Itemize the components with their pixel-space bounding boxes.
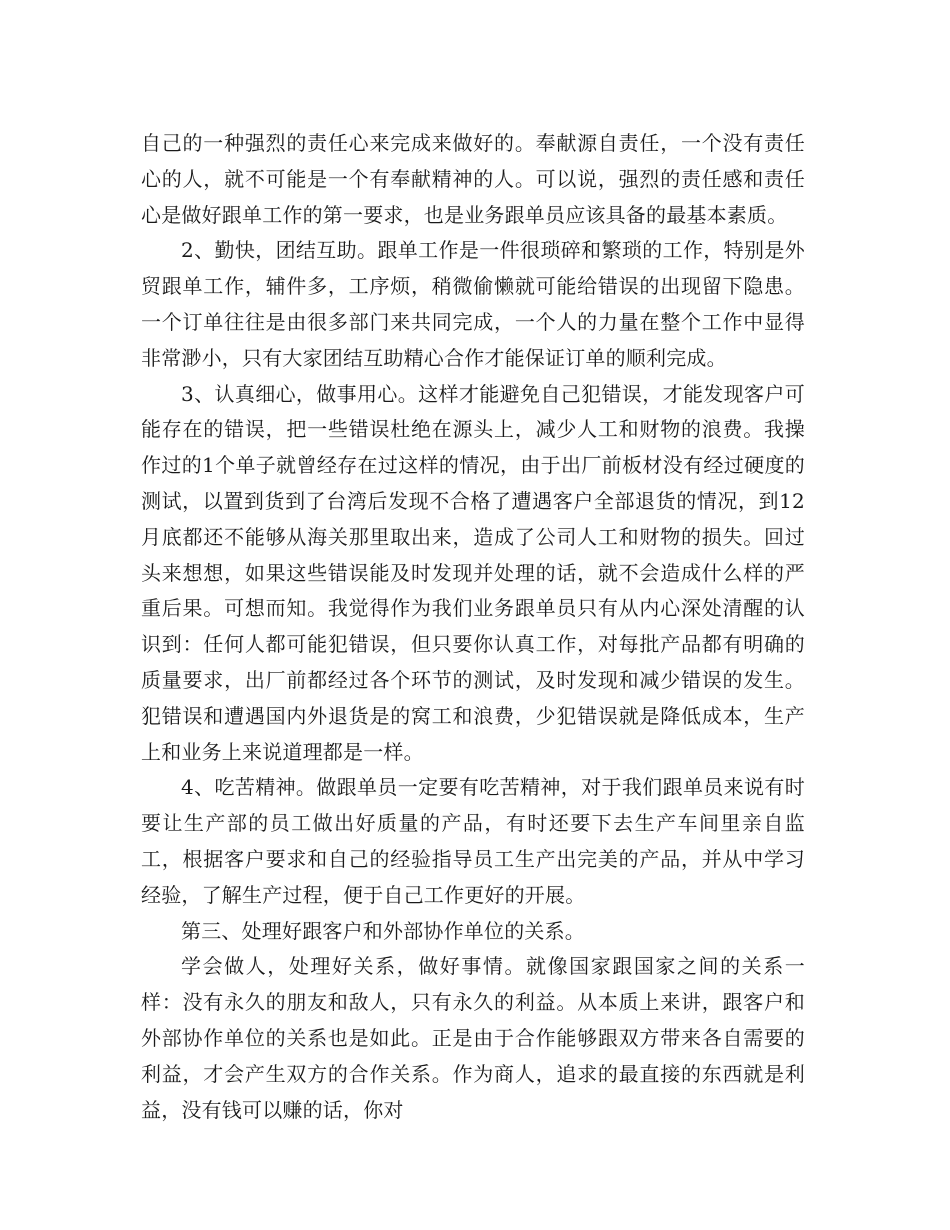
paragraph-relationships: 学会做人，处理好关系，做好事情。就像国家跟国家之间的关系一样：没有永久的朋友和敌人，只有永久的利益。从本质上来讲，跟客户和外部协作单位的关系也是如此。正是由于合作能够跟双方带来各自需要的利益，才会产生双方的合作关系。作为商人，追求的最直接的东西就是利益，没有钱可以赚的话，你对	[141, 954, 805, 1122]
paragraph-careful-attentive: 3、认真细心，做事用心。这样才能避免自己犯错误，才能发现客户可能存在的错误，把一些错误杜绝在源头上，减少人工和财物的浪费。我操作过的1个单子就曾经存在过这样的情况，由于出厂前板材没有经过硬度的测试，以置到货到了台湾后发现不合格了遭遇客户全部退货的情况，到12月底都还不能够从海关那里取出来，造成了公司人工和财物的损失。回过头来想想，如果这些错误能及时发现并处理的话，就不会造成什么样的严重后果。可想而知。我觉得作为我们业务跟单员只有从内心深处清醒的认识到：任何人都可能犯错误，但只要你认真工作，对每批产品都有明确的质量要求，出厂前都经过各个环节的测试，及时发现和减少错误的发生。犯错误和遭遇国内外退货是的窝工和浪费，少犯错误就是降低成本，生产上和业务上来说道理都是一样。	[141, 381, 805, 764]
paragraph-diligence-teamwork: 2、勤快，团结互助。跟单工作是一件很琐碎和繁琐的工作，特别是外贸跟单工作，辅件多，工序烦，稍微偷懒就可能给错误的出现留下隐患。一个订单往往是由很多部门来共同完成，一个人的力量在整个工作中显得非常渺小，只有大家团结互助精心合作才能保证订单的顺利完成。	[141, 238, 805, 370]
paragraph-responsibility-continued: 自己的一种强烈的责任心来完成来做好的。奉献源自责任，一个没有责任心的人，就不可能是一个有奉献精神的人。可以说，强烈的责任感和责任心是做好跟单工作的第一要求，也是业务跟单员应该具备的最基本素质。	[141, 131, 805, 227]
section-heading-third: 第三、处理好跟客户和外部协作单位的关系。	[181, 918, 585, 943]
paragraph-hardworking-spirit: 4、吃苦精神。做跟单员一定要有吃苦精神，对于我们跟单员来说有时要让生产部的员工做出好质量的产品，有时还要下去生产车间里亲自监工，根据客户要求和自己的经验指导员工生产出完美的产品，并从中学习经验，了解生产过程，便于自己工作更好的开展。	[141, 775, 805, 907]
document-body	[141, 126, 805, 1128]
